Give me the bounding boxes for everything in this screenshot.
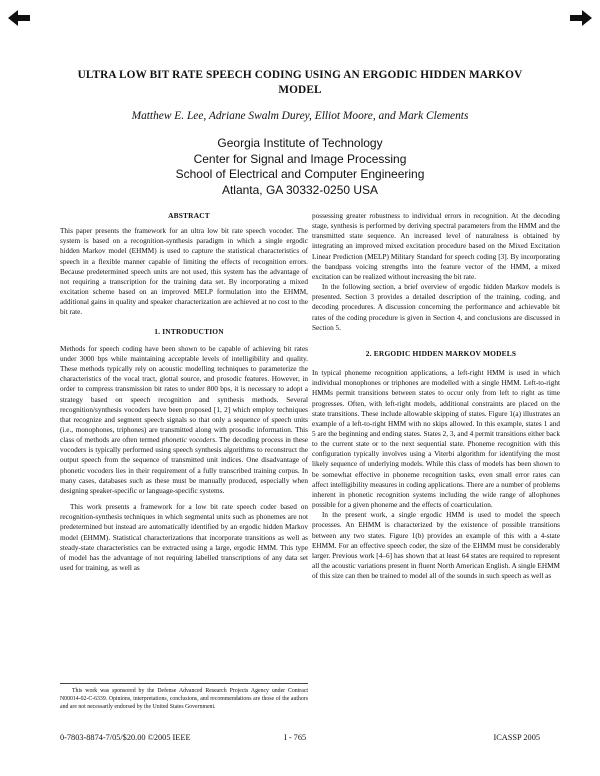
intro-paragraph-3: possessing greater robustness to individual errors in recognition. At the decoding stage, synthesis is performed by deriving spectral parameters from the HMM and the transmitted state sequence. An increased level of naturalness is obtained by integrating an improved mixed excitation procedure based on the Mixed Excitation Linear Prediction (MELP) Military Standard for speech coding [3]. By incorporating the bandpass voicing strengths into the feature vector of the HMM, a mixed excitation can be realized without increasing the bit rate.	[312, 212, 560, 281]
paper-title-line2: MODEL	[278, 84, 322, 96]
right-column	[312, 211, 560, 581]
arrow-left-icon[interactable]	[8, 10, 30, 26]
intro-paragraph-4: In the following section, a brief overview of ergodic hidden Markov models is presented. Section 3 provides a detailed description of the training, coding, and decoding procedures. A discussion concerning the performance and achievable bit rates of the coding procedure is given in Section 4, and conclusions are discussed in Section 5.	[312, 283, 560, 332]
left-column	[60, 211, 308, 573]
abstract-heading: ABSTRACT	[168, 211, 210, 220]
affiliation-line: Atlanta, GA 30332-0250 USA	[221, 182, 379, 197]
footer-conference: ICASSP 2005	[493, 733, 540, 742]
affiliation-block	[100, 136, 500, 198]
affiliation-line: School of Electrical and Computer Engineering	[175, 167, 425, 181]
intro-heading: 1. INTRODUCTION	[154, 326, 224, 336]
section2-paragraph-1: In typical phoneme recognition applications, a left-right HMM is used in which individual monophones or triphones are modelled with a single HMM. Left-to-right HMMs permit transitions between states to occur only from left to right as time progresses. Often, with left-right models, additional constraints are placed on the state transitions. These include allowable skipping of states. Figure 1(a) illustrates an example of a left-to-right HMM with no skips allowed. In this example, states 1 and 5 are the beginning and ending states. States 2, 3, and 4 permit transitions either back to the current state or to the next sequential state. Phoneme recognition with this configuration typically involves using a Viterbi algorithm for identifying the most likely sequence of underlying models. While this class of models has been shown to be somewhat effective in phoneme recognition tasks, even small error rates can affect intelligibility measures in coding applications. There are a number of problems inherent in phonetic recognition systems including the wide range of allophones possible for a given phoneme and the effects of coarticulation.	[312, 369, 560, 510]
intro-p1-emphasis: phonetic vocoders	[161, 436, 216, 445]
section2-paragraph-2: In the present work, a single ergodic HMM is used to model the speech processes. An EHMM is characterized by the existence of possible transitions between any two states. Figure 1(b) provides an example of this with a 4-state EHMM. For an effective speech coder, the size of the EHMM must be considerably larger. Previous work [4–6] has shown that at least 64 states are required to represent all the acoustic variations present in fluent North American English. A single EHMM of this size can then be trained to model all of the sounds in such speech as well as	[312, 511, 560, 581]
affiliation-line: Center for Signal and Image Processing	[193, 151, 407, 166]
footer-isbn: 0-7803-8874-7/05/$20.00 ©2005 IEEE	[60, 733, 191, 742]
section2-heading: 2. ERGODIC HIDDEN MARKOV MODELS	[365, 348, 517, 358]
abstract-text: This paper presents the framework for an ultra low bit rate speech vocoder. The system is based on a recognition-synthesis paradigm in which a single ergodic hidden Markov model (EHMM) is used to capture the statistical characteristics of speech in a flexible manner capable of limiting the effects of recognition errors. Because predetermined speech units are not used, this system has the advantage of not requiring a transcription for the training data set. By incorporating a mixed excitation scheme based on an improved MELP formulation into the EHMM, additional gains in quality and speaker characterization are achieved at no cost to the bit rate.	[60, 227, 308, 317]
intro-paragraph-2: This work presents a framework for a low bit rate speech coder based on recognition-synthesis techniques in which segmental units such as phonemes are not predetermined but instead are automatically identified by an ergodic hidden Markov model (EHMM). Statistical characterizations that incorporate transitions as well as steady-state characteristics can be extracted using a large, ergodic HMM. This type of model has the advantage of not requiring labelled transcriptions of any data set used for training, as well as	[60, 503, 308, 572]
paper-title	[60, 68, 540, 98]
intro-p1-text-b: . The decoding process in these vocoders is typically performed using speech synthesis algorithms to reconstruct the output speech from the sequence of transmitted unit indices. One disadvantage of phonetic vocoders lies in their requirement of a fully transcribed training corpus. In many cases, databases such as these must be manually produced, especially when designing speaker-specific or language-specific systems.	[60, 436, 308, 495]
affiliation-line: Georgia Institute of Technology	[217, 136, 383, 150]
footnote-rule	[60, 683, 308, 684]
intro-paragraph-1	[60, 344, 308, 496]
author-list: Matthew E. Lee, Adriane Swalm Durey, Elliot Moore, and Mark Clements	[131, 110, 469, 122]
footer-page-number: I - 765	[284, 733, 307, 742]
arrow-right-icon[interactable]	[570, 10, 592, 26]
footnote: This work was sponsored by the Defense Advanced Research Projects Agency under Contract N00014-02-C-6339. Opinions, interpretations, conclusions, and recommendations are those of the authors and are not necessarily endorsed by the United States Government.	[60, 688, 308, 711]
paper-title-line1: ULTRA LOW BIT RATE SPEECH CODING USING AN ERGODIC HIDDEN MARKOV	[77, 69, 523, 81]
intro-p1-text-a: Methods for speech coding have been shown to be capable of achieving bit rates under 3000 bps while maintaining acceptable levels of intelligibility and quality. These methods typically rely on acoustic modelling techniques to parameterize the characteristics of the vocal tract, glottal source, and prosodic features. However, in order to compress transmission bit rates to under 800 bps, it is necessary to adopt a strategy based on speech recognition and synthesis methods. Several recognition/synthesis vocoders have been proposed [1, 2] which employ techniques that recognize and segment speech signals so that only a sequence of speech units (i.e., monophones, triphones) are transmitted along with prosodic information. This class of methods are often termed	[60, 344, 308, 445]
